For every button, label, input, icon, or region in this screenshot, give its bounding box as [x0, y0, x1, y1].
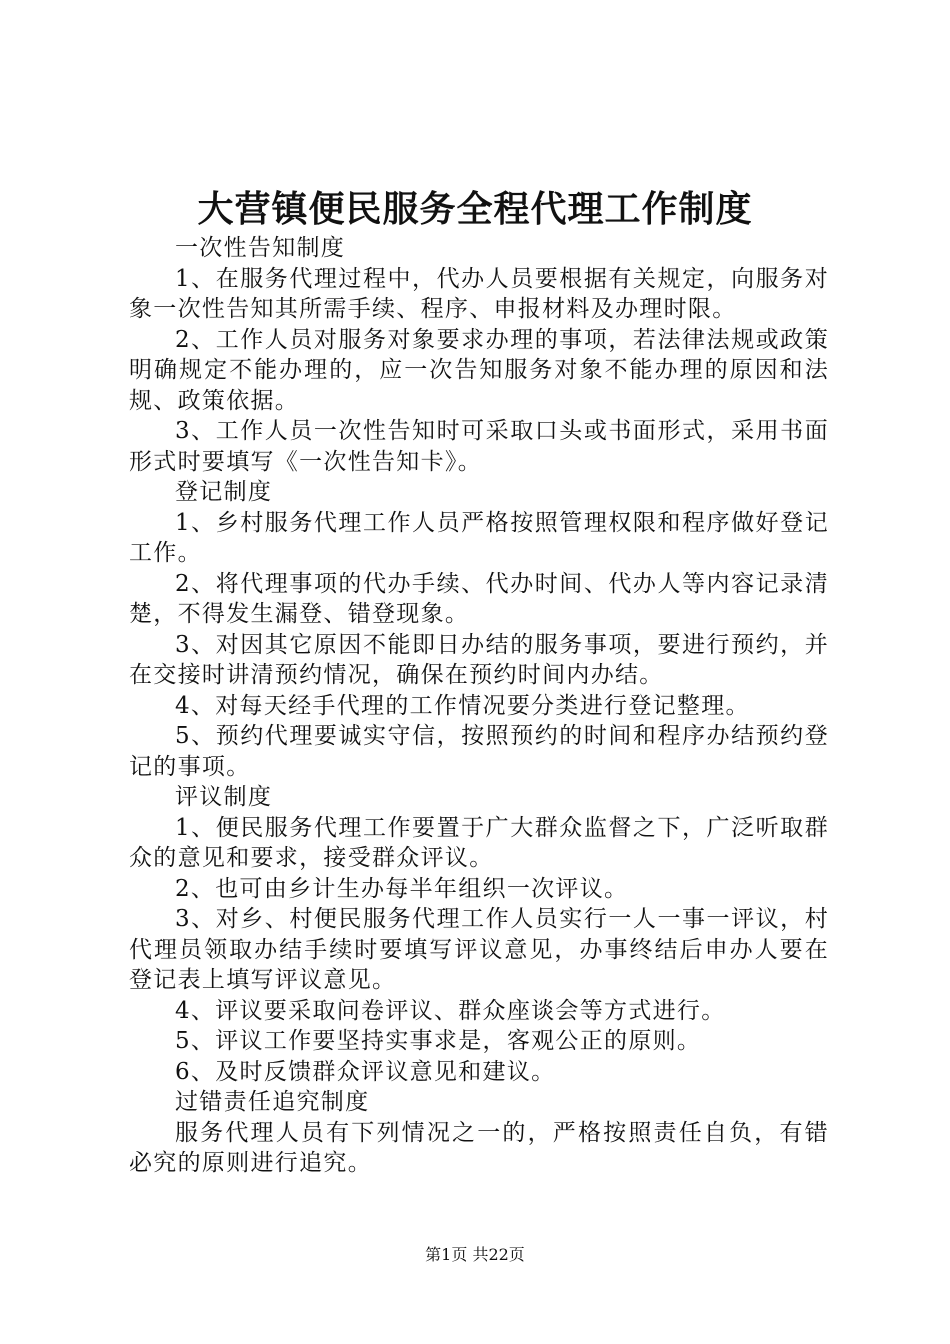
paragraph: 2、将代理事项的代办手续、代办时间、代办人等内容记录清楚，不得发生漏登、错登现象。	[129, 570, 829, 627]
paragraph: 5、评议工作要坚持实事求是，客观公正的原则。	[175, 1028, 702, 1054]
paragraph: 3、对乡、村便民服务代理工作人员实行一人一事一评议，村代理员领取办结手续时要填写评议意见，办事终结后申办人要在登记表上填写评议意见。	[129, 906, 829, 993]
paragraph: 1、乡村服务代理工作人员严格按照管理权限和程序做好登记工作。	[129, 509, 829, 566]
paragraph: 3、对因其它原因不能即日办结的服务事项，要进行预约，并在交接时讲清预约情况，确保在预约时间内办结。	[129, 631, 829, 688]
paragraph: 4、对每天经手代理的工作情况要分类进行登记整理。	[175, 692, 750, 719]
paragraph: 5、预约代理要诚实守信，按照预约的时间和程序办结预约登记的事项。	[129, 723, 829, 780]
section-heading-registration: 登记制度	[175, 479, 273, 505]
paragraph: 1、便民服务代理工作要置于广大群众监督之下，广泛听取群众的意见和要求，接受群众评议。	[129, 814, 829, 871]
paragraph: 服务代理人员有下列情况之一的，严格按照责任自负，有错必究的原则进行追究。	[129, 1119, 829, 1176]
document-title: 大营镇便民服务全程代理工作制度	[197, 188, 753, 230]
section-heading-notification: 一次性告知制度	[175, 235, 346, 261]
paragraph: 6、及时反馈群众评议意见和建议。	[175, 1058, 556, 1085]
paragraph: 2、也可由乡计生办每半年组织一次评议。	[175, 875, 629, 902]
paragraph: 3、工作人员一次性告知时可采取口头或书面形式，采用书面形式时要填写《一次性告知卡》。	[129, 418, 829, 475]
paragraph: 1、在服务代理过程中，代办人员要根据有关规定，向服务对象一次性告知其所需手续、程序、申报材料及办理时限。	[129, 265, 829, 322]
paragraph: 4、评议要采取问卷评议、群众座谈会等方式进行。	[175, 997, 726, 1024]
page-footer: 第1页 共22页	[425, 1245, 525, 1264]
document-body	[129, 233, 829, 1179]
section-heading-accountability: 过错责任追究制度	[175, 1089, 370, 1115]
paragraph: 2、工作人员对服务对象要求办理的事项，若法律法规或政策明确规定不能办理的，应一次告知服务对象不能办理的原因和法规、政策依据。	[129, 326, 829, 414]
section-heading-evaluation: 评议制度	[175, 784, 273, 810]
